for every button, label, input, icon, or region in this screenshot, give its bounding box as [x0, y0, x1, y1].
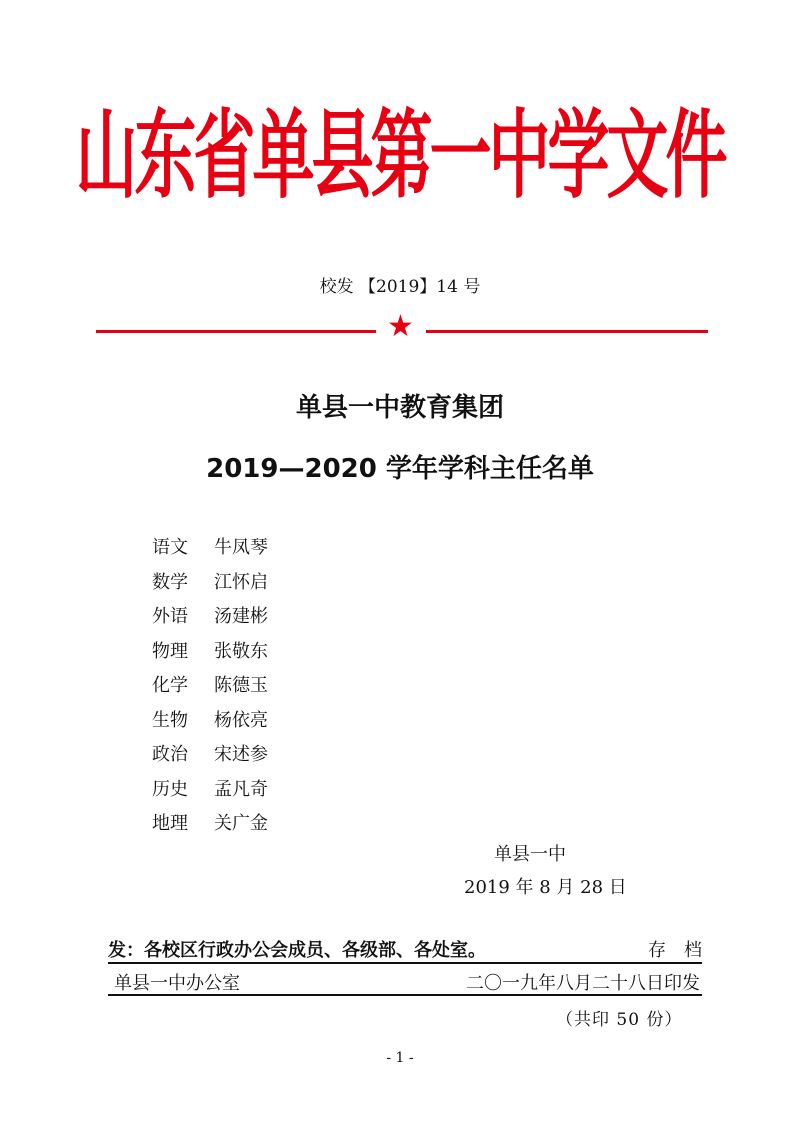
separator-line-right — [426, 330, 708, 333]
masthead-title: 山东省单县第一中学文件 — [75, 98, 725, 212]
title-line-2: 2019—2020 学年学科主任名单 — [206, 454, 594, 484]
list-item — [152, 740, 268, 775]
document-number: 校发 【2019】14 号 — [319, 277, 481, 297]
list-item — [152, 637, 268, 672]
subject: 物理 — [152, 640, 188, 662]
list-item — [152, 706, 268, 741]
red-separator — [96, 309, 708, 344]
separator-line-left — [96, 330, 376, 333]
director-name: 关广金 — [214, 813, 268, 834]
issuing-office: 单县一中办公室 — [114, 973, 240, 994]
list-item — [152, 671, 268, 706]
list-item — [152, 602, 268, 637]
title-line-1: 单县一中教育集团 — [295, 393, 504, 423]
director-name: 江怀启 — [214, 571, 268, 593]
footer-rule-bottom — [108, 994, 702, 996]
director-name: 陈德玉 — [214, 675, 268, 696]
subject: 化学 — [152, 675, 188, 696]
distribution-row — [108, 936, 702, 962]
star-icon: ★ — [387, 309, 414, 344]
subject: 地理 — [152, 813, 188, 834]
director-name: 张敬东 — [214, 640, 268, 662]
director-name: 杨依亮 — [214, 709, 268, 731]
list-item — [152, 568, 268, 603]
archive-label: 存 档 — [648, 940, 702, 961]
subject: 语文 — [152, 537, 188, 558]
red-masthead — [0, 98, 800, 212]
list-item — [152, 775, 268, 810]
copies-count: （共印 50 份） — [556, 1010, 683, 1030]
subject: 外语 — [152, 606, 188, 627]
footer-rule-top — [108, 962, 702, 964]
subject: 数学 — [152, 571, 188, 593]
director-name: 孟凡奇 — [214, 778, 268, 800]
director-name: 宋述参 — [214, 744, 268, 765]
director-name: 汤建彬 — [214, 606, 268, 627]
distribution-list: 发：各校区行政办公会成员、各级部、各处室。 — [108, 940, 486, 961]
list-item — [152, 533, 268, 568]
subject: 政治 — [152, 744, 188, 765]
subject-director-list — [152, 533, 268, 844]
print-date: 二〇一九年八月二十八日印发 — [466, 973, 700, 994]
subject: 生物 — [152, 709, 188, 731]
subject: 历史 — [152, 778, 188, 800]
issuer-name: 单县一中 — [494, 844, 566, 865]
director-name: 牛凤琴 — [214, 537, 268, 558]
list-item — [152, 809, 268, 844]
issue-date: 2019 年 8 月 28 日 — [464, 877, 627, 898]
page-number: - 1 - — [386, 1050, 414, 1066]
